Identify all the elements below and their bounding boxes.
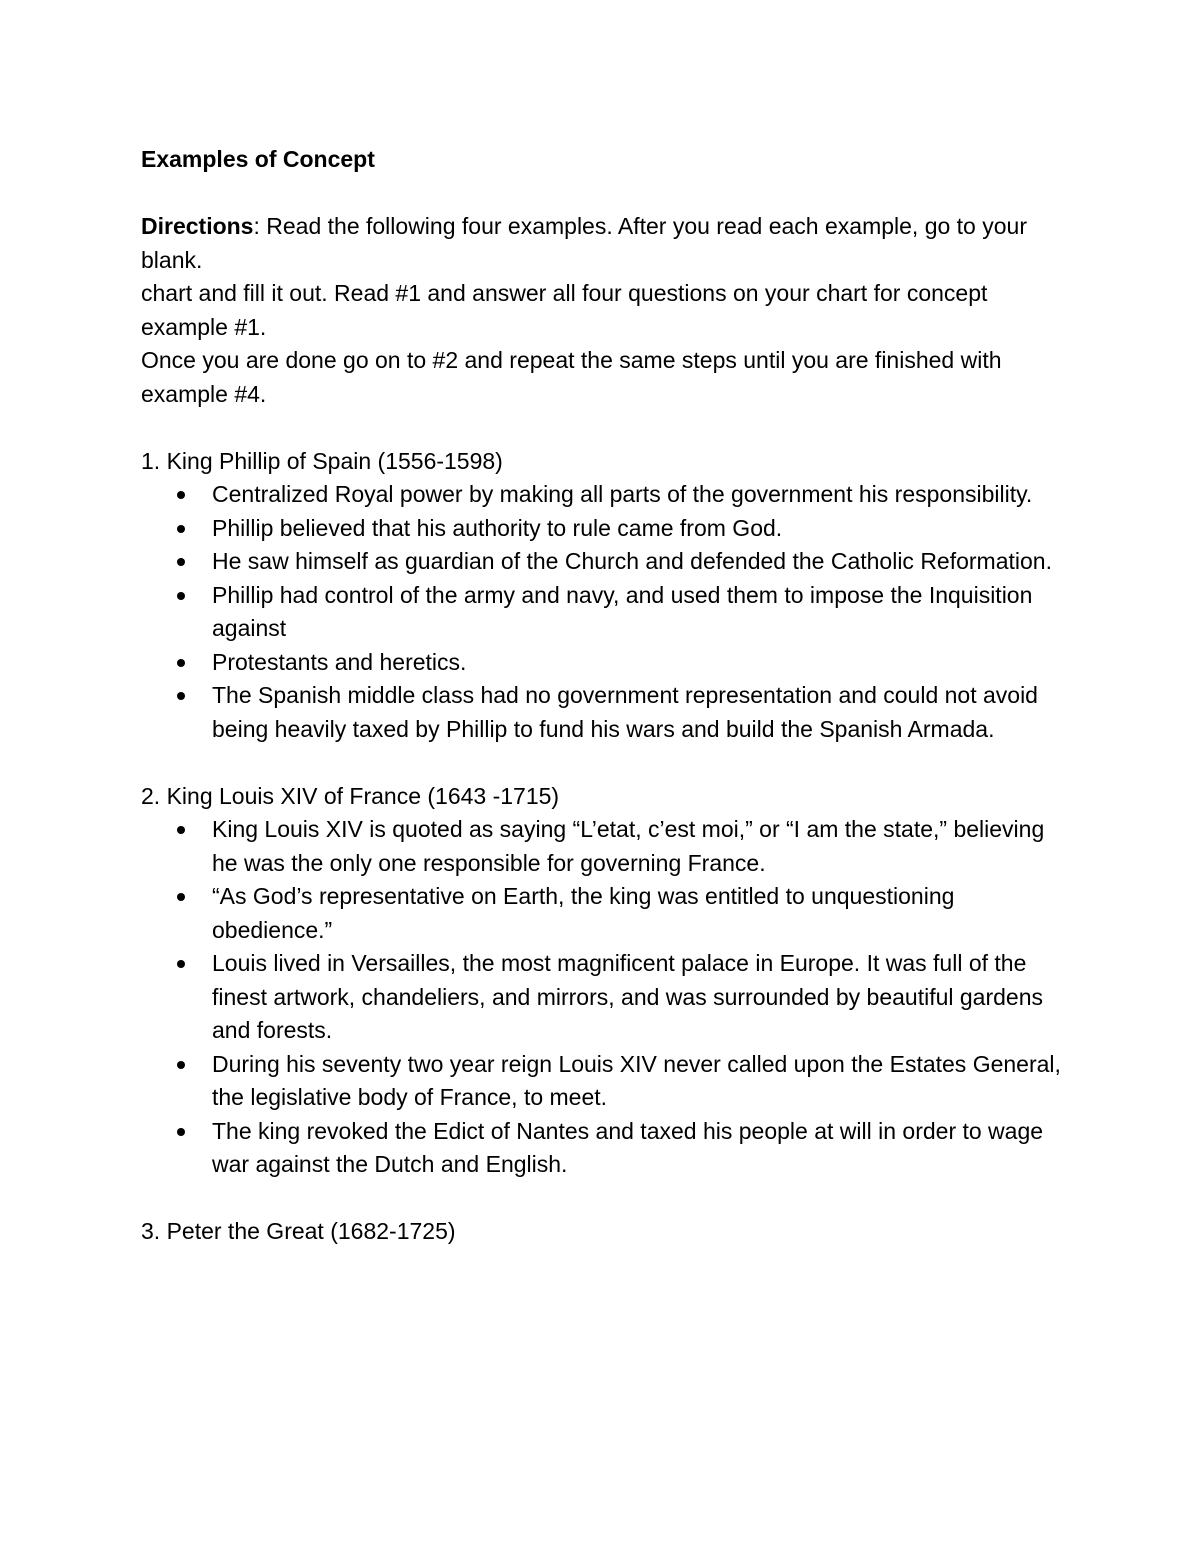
bullet-list bbox=[141, 813, 1066, 1182]
bullet-text: The king revoked the Edict of Nantes and taxed his people at will in order to wage war against the Dutch and English. bbox=[212, 1117, 1044, 1177]
example-3 bbox=[141, 1215, 1066, 1249]
bullet-item bbox=[141, 1115, 1066, 1182]
bullet-icon bbox=[177, 692, 185, 700]
example-1 bbox=[141, 445, 1066, 747]
example-heading: 2. King Louis XIV of France (1643 -1715) bbox=[141, 782, 560, 809]
bullet-list bbox=[141, 478, 1066, 746]
directions-text: : Read the following four examples. After you read each example, go to your blank. bbox=[141, 213, 1027, 273]
bullet-text: He saw himself as guardian of the Church and defended the Catholic Reformation. bbox=[212, 548, 1052, 574]
bullet-icon bbox=[177, 893, 185, 901]
bullet-text: Phillip had control of the army and navy, and used them to impose the Inquisition against bbox=[212, 581, 1033, 641]
bullet-item bbox=[141, 545, 1066, 579]
bullet-icon bbox=[177, 1061, 185, 1069]
bullet-icon bbox=[177, 659, 185, 667]
bullet-item bbox=[141, 679, 1066, 746]
spacer bbox=[141, 1182, 1066, 1216]
bullet-item bbox=[141, 579, 1066, 646]
bullet-text: “As God’s representative on Earth, the king was entitled to unquestioning obedience.” bbox=[212, 883, 955, 943]
directions-label: Directions bbox=[141, 213, 254, 239]
bullet-item bbox=[141, 478, 1066, 512]
spacer bbox=[141, 746, 1066, 780]
bullet-item bbox=[141, 813, 1066, 880]
document-title: Examples of Concept bbox=[141, 146, 375, 172]
bullet-text: During his seventy two year reign Louis XIV never called upon the Estates General, the legislative body of France, to meet. bbox=[212, 1050, 1061, 1110]
bullet-text: Louis lived in Versailles, the most magnificent palace in Europe. It was full of the finest artwork, chandeliers, and mirrors, and was surrounded by beautiful gardens and forests. bbox=[212, 950, 1043, 1043]
bullet-icon bbox=[177, 491, 185, 499]
directions-line-2: chart and fill it out. Read #1 and answer all four questions on your chart for concept example #1. bbox=[141, 280, 988, 340]
bullet-text: The Spanish middle class had no government representation and could not avoid being heavily taxed by Phillip to fund his wars and build the Spanish Armada. bbox=[212, 682, 1038, 742]
bullet-text: Phillip believed that his authority to rule came from God. bbox=[212, 514, 783, 541]
bullet-icon bbox=[177, 592, 185, 600]
bullet-text: King Louis XIV is quoted as saying “L’etat, c’est moi,” or “I am the state,” believing he was the only one responsible for governing France. bbox=[212, 816, 1045, 876]
example-2 bbox=[141, 780, 1066, 1182]
directions-line-3: Once you are done go on to #2 and repeat the same steps until you are finished with example #4. bbox=[141, 347, 1002, 407]
spacer bbox=[141, 177, 1066, 211]
directions-line-1 bbox=[141, 210, 1066, 277]
bullet-icon bbox=[177, 826, 185, 834]
document-page bbox=[141, 143, 1066, 1249]
spacer bbox=[141, 411, 1066, 445]
example-heading: 3. Peter the Great (1682-1725) bbox=[141, 1218, 456, 1244]
bullet-item bbox=[141, 646, 1066, 680]
bullet-text: Centralized Royal power by making all parts of the government his responsibility. bbox=[212, 481, 1033, 507]
bullet-item bbox=[141, 880, 1066, 947]
bullet-icon bbox=[177, 558, 185, 566]
example-heading: 1. King Phillip of Spain (1556-1598) bbox=[141, 447, 503, 474]
directions-block bbox=[141, 210, 1066, 411]
bullet-text: Protestants and heretics. bbox=[212, 648, 467, 675]
bullet-item bbox=[141, 1048, 1066, 1115]
bullet-icon bbox=[177, 960, 185, 968]
bullet-icon bbox=[177, 1128, 185, 1136]
bullet-item bbox=[141, 947, 1066, 1048]
bullet-icon bbox=[177, 525, 185, 533]
bullet-item bbox=[141, 512, 1066, 546]
